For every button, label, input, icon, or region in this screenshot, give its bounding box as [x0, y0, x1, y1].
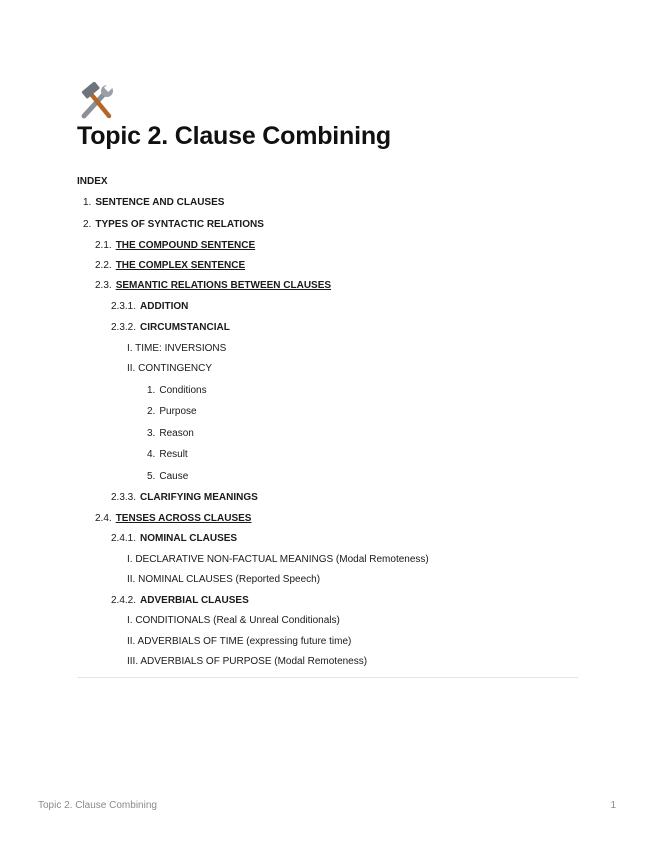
toc-number: 3. [147, 428, 156, 439]
toc-link[interactable]: THE COMPOUND SENTENCE [115, 240, 256, 251]
toc-text: II. NOMINAL CLAUSES (Reported Speech) [127, 574, 321, 585]
toc-text: III. ADVERBIALS OF PURPOSE (Modal Remoteness) [127, 656, 368, 667]
toc-item[interactable] [127, 363, 212, 375]
toc-text: II. CONTINGENCY [127, 363, 213, 374]
toc-number: 2.4.2. [111, 595, 137, 606]
page-number: 1 [610, 800, 616, 811]
toc-item[interactable] [83, 219, 264, 231]
toc-number: 2. [83, 219, 92, 230]
toc-number: 4. [147, 449, 156, 460]
toc-item[interactable] [127, 554, 429, 566]
toc-text: Cause [159, 471, 189, 482]
toc-item[interactable] [111, 492, 258, 504]
toc-number: 5. [147, 471, 156, 482]
hammer-and-wrench-icon [78, 82, 116, 120]
toc-number: 2.2. [95, 260, 112, 271]
toc-number: 2.3.2. [111, 322, 137, 333]
toc-item[interactable] [127, 656, 367, 668]
toc-item[interactable] [95, 240, 255, 252]
footer-title: Topic 2. Clause Combining [38, 800, 157, 811]
toc-number: 2.3.1. [111, 301, 137, 312]
toc-link[interactable]: TENSES ACROSS CLAUSES [115, 513, 252, 524]
toc-number: 2.1. [95, 240, 112, 251]
toc-text: TYPES OF SYNTACTIC RELATIONS [95, 219, 264, 230]
toc-text: Reason [159, 428, 194, 439]
toc-item[interactable] [147, 385, 207, 397]
toc-number: 2.4.1. [111, 533, 137, 544]
toc-item[interactable] [95, 280, 331, 292]
index-heading: INDEX [77, 176, 108, 187]
toc-number: 1. [147, 385, 156, 396]
toc-item[interactable] [111, 595, 249, 607]
toc-text: Purpose [159, 406, 197, 417]
toc-item[interactable] [147, 449, 188, 461]
toc-item[interactable] [127, 343, 226, 355]
toc-text: NOMINAL CLAUSES [140, 533, 238, 544]
toc-text: Result [159, 449, 188, 460]
section-divider [77, 677, 578, 678]
toc-number: 1. [83, 197, 92, 208]
toc-link[interactable]: THE COMPLEX SENTENCE [115, 260, 246, 271]
toc-item[interactable] [147, 428, 194, 440]
toc-text: SENTENCE AND CLAUSES [95, 197, 225, 208]
toc-text: CLARIFYING MEANINGS [140, 492, 258, 503]
toc-item[interactable] [111, 533, 237, 545]
toc-text: CIRCUMSTANCIAL [140, 322, 230, 333]
toc-item[interactable] [127, 615, 340, 627]
toc-item[interactable] [111, 322, 230, 334]
toc-text: I. DECLARATIVE NON-FACTUAL MEANINGS (Modal Remoteness) [127, 554, 429, 565]
toc-item[interactable] [83, 197, 224, 209]
toc-text: II. ADVERBIALS OF TIME (expressing future time) [127, 636, 352, 647]
toc-text: I. TIME: INVERSIONS [127, 343, 227, 354]
toc-item[interactable] [127, 636, 351, 648]
toc-item[interactable] [147, 471, 188, 483]
toc-number: 2.4. [95, 513, 112, 524]
toc-text: ADVERBIAL CLAUSES [140, 595, 249, 606]
toc-item[interactable] [147, 406, 197, 418]
toc-text: ADDITION [140, 301, 189, 312]
toc-item[interactable] [95, 260, 245, 272]
toc-number: 2.3.3. [111, 492, 137, 503]
toc-text: Conditions [159, 385, 207, 396]
toc-number: 2. [147, 406, 156, 417]
page-title: Topic 2. Clause Combining [77, 122, 392, 150]
toc-item[interactable] [127, 574, 320, 586]
toc-item[interactable] [111, 301, 188, 313]
toc-text: I. CONDITIONALS (Real & Unreal Conditionals) [127, 615, 340, 626]
toc-number: 2.3. [95, 280, 112, 291]
toc-item[interactable] [95, 513, 251, 525]
toc-link[interactable]: SEMANTIC RELATIONS BETWEEN CLAUSES [115, 280, 332, 291]
